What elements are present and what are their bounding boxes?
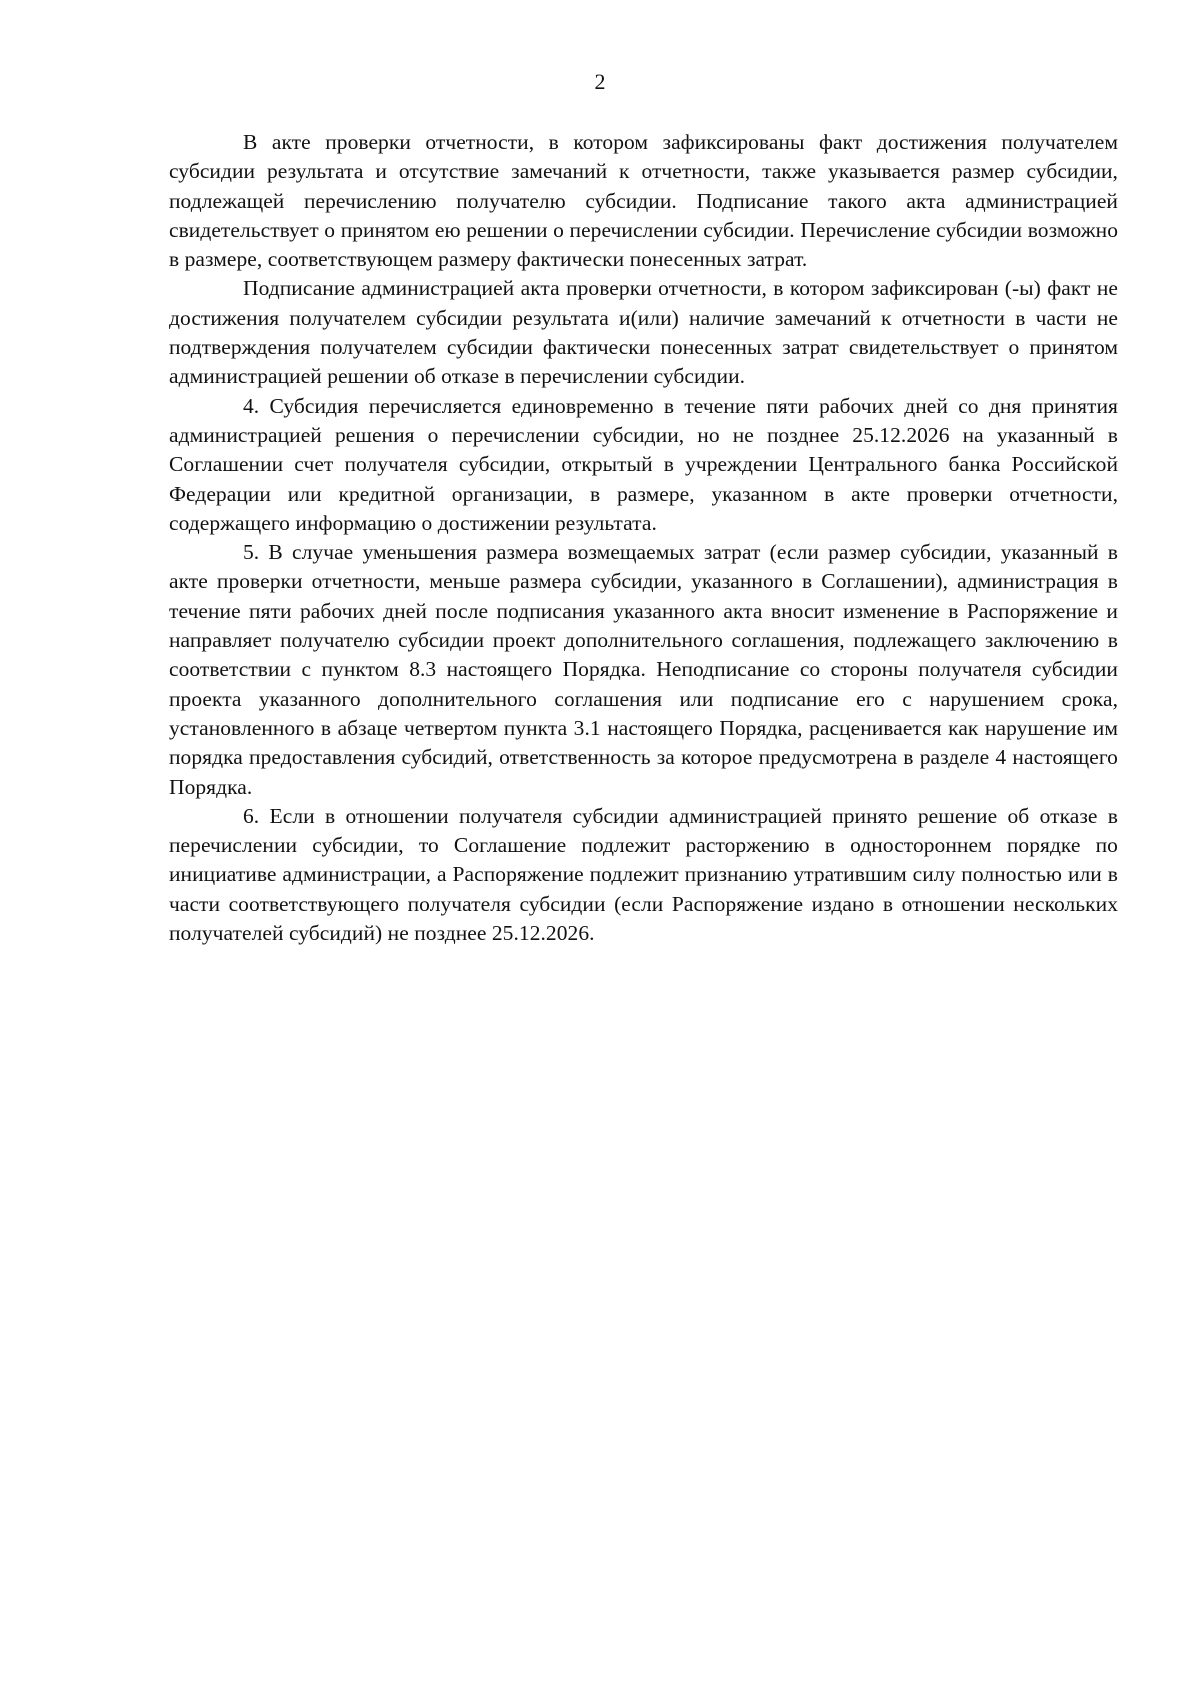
paragraph-refusal-decision: Подписание администрацией акта проверки отчетности, в котором зафиксирован (-ы) факт не достижения получателем субсидии результата и(или) наличие замечаний к отчетности в части не подтверждения получателем субсидии фактически понесенных затрат свидетельствует о принятом администрацией решении об отказе в перечислении субсидии. [169, 276, 1118, 389]
paragraph-act-contents: В акте проверки отчетности, в котором зафиксированы факт достижения получателем субсидии результата и отсутствие замечаний к отчетности, также указывается размер субсидии, подлежащей перечислению получателю субсидии. Подписание такого акта администрацией свидетельствует о принятом ею решении о перечислении субсидии. Перечисление субсидии возможно в размере, соответствующем размеру фактически понесенных затрат. [169, 130, 1118, 272]
page-number: 2 [594, 69, 606, 94]
document-body [169, 128, 1118, 948]
paragraph-item-4: 4. Субсидия перечисляется единовременно в течение пяти рабочих дней со дня принятия администрацией решения о перечислении субсидии, но не позднее 25.12.2026 на указанный в Соглашении счет получателя субсидии, открытый в учреждении Центрального банка Российской Федерации или кредитной организации, в размере, указанном в акте проверки отчетности, содержащего информацию о достижении результата. [169, 393, 1118, 535]
paragraph-item-6: 6. Если в отношении получателя субсидии администрацией принято решение об отказе в перечислении субсидии, то Соглашение подлежит расторжению в одностороннем порядке по инициативе администрации, а Распоряжение подлежит признанию утратившим силу полностью или в части соответствующего получателя субсидии (если Распоряжение издано в отношении нескольких получателей субсидий) не позднее 25.12.2026. [169, 803, 1118, 946]
paragraph-item-5: 5. В случае уменьшения размера возмещаемых затрат (если размер субсидии, указанный в акте проверки отчетности, меньше размера субсидии, указанного в Соглашении), администрация в течение пяти рабочих дней после подписания указанного акта вносит изменение в Распоряжение и направляет получателю субсидии проект дополнительного соглашения, подлежащего заключению в соответствии с пунктом 8.3 настоящего Порядка. Неподписание со стороны получателя субсидии проекта указанного дополнительного соглашения или подписание его с нарушением срока, установленного в абзаце четвертом пункта 3.1 настоящего Порядка, расценивается как нарушение им порядка предоставления субсидий, ответственность за которое предусмотрена в разделе 4 настоящего Порядка. [169, 540, 1118, 799]
